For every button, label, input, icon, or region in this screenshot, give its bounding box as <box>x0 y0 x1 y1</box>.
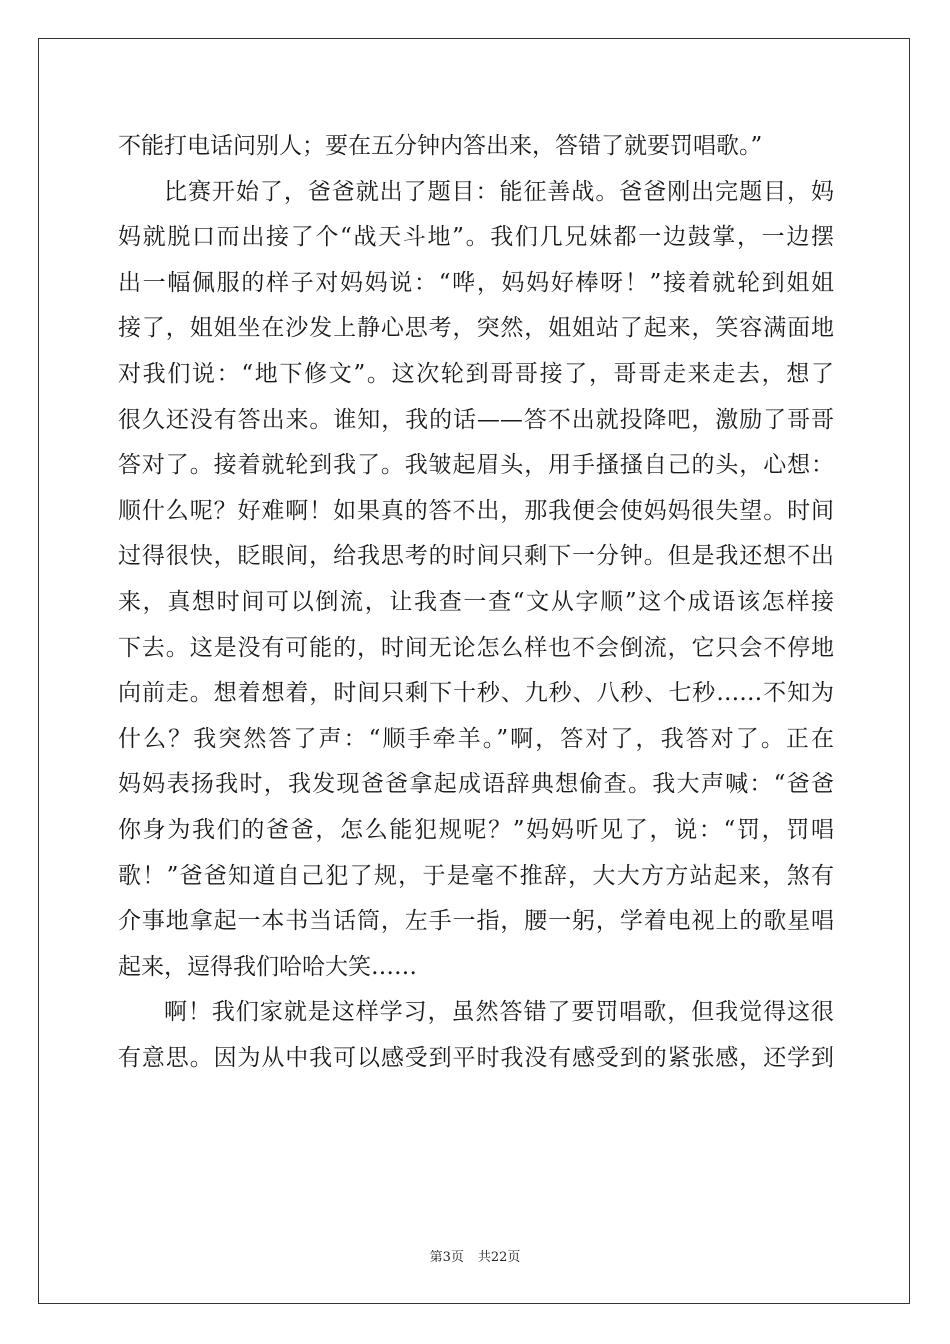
text-line: 歌！”爸爸知道自己犯了规，于是毫不推辞，大大方方站起来，煞有 <box>118 862 834 889</box>
text-line: 什么？我突然答了声：“顺手牵羊。”啊，答对了，我答对了。正在 <box>118 725 834 752</box>
text-line: 介事地拿起一本书当话筒，左手一指，腰一躬，学着电视上的歌星唱 <box>118 908 834 935</box>
text-line: 很久还没有答出来。谁知，我的话——答不出就投降吧，激励了哥哥 <box>118 406 834 433</box>
text-line: 不能打电话问别人；要在五分钟内答出来，答错了就要罚唱歌。” <box>118 133 763 159</box>
page-footer <box>0 1246 950 1265</box>
text-line: 出一幅佩服的样子对妈妈说：“哗，妈妈好棒呀！”接着就轮到姐姐 <box>118 269 834 296</box>
text-line: 妈妈表扬我时，我发现爸爸拿起成语辞典想偷查。我大声喊：“爸爸 <box>118 771 834 798</box>
text-line: 来，真想时间可以倒流，让我查一查“文从字顺”这个成语该怎样接 <box>118 588 834 615</box>
text-line: 顺什么呢？好难啊！如果真的答不出，那我便会使妈妈很失望。时间 <box>118 497 834 524</box>
text-line: 你身为我们的爸爸，怎么能犯规呢？”妈妈听见了，说：“罚，罚唱 <box>118 816 834 843</box>
document-body <box>118 124 834 1081</box>
total-pages-label: 共22页 <box>477 1250 521 1265</box>
text-line: 答对了。接着就轮到我了。我皱起眉头，用手搔搔自己的头，心想： <box>118 452 834 479</box>
current-page-label: 第3页 <box>429 1250 464 1265</box>
text-line: 有意思。因为从中我可以感受到平时我没有感受到的紧张感，还学到 <box>118 1044 834 1071</box>
text-line: 对我们说：“地下修文”。这次轮到哥哥接了，哥哥走来走去，想了 <box>118 360 834 387</box>
text-line: 下去。这是没有可能的，时间无论怎么样也不会倒流，它只会不停地 <box>118 634 834 661</box>
text-line: 比赛开始了，爸爸就出了题目：能征善战。爸爸刚出完题目，妈 <box>164 178 834 205</box>
text-line: 向前走。想着想着，时间只剩下十秒、九秒、八秒、七秒……不知为 <box>118 680 834 707</box>
text-line: 妈就脱口而出接了个“战天斗地”。我们几兄妹都一边鼓掌，一边摆 <box>118 224 834 251</box>
text-line: 起来，逗得我们哈哈大笑…… <box>118 953 417 980</box>
text-line: 过得很快，眨眼间，给我思考的时间只剩下一分钟。但是我还想不出 <box>118 543 834 570</box>
text-line: 啊！我们家就是这样学习，虽然答错了要罚唱歌，但我觉得这很 <box>164 999 834 1026</box>
text-line: 接了，姐姐坐在沙发上静心思考，突然，姐姐站了起来，笑容满面地 <box>118 315 834 342</box>
